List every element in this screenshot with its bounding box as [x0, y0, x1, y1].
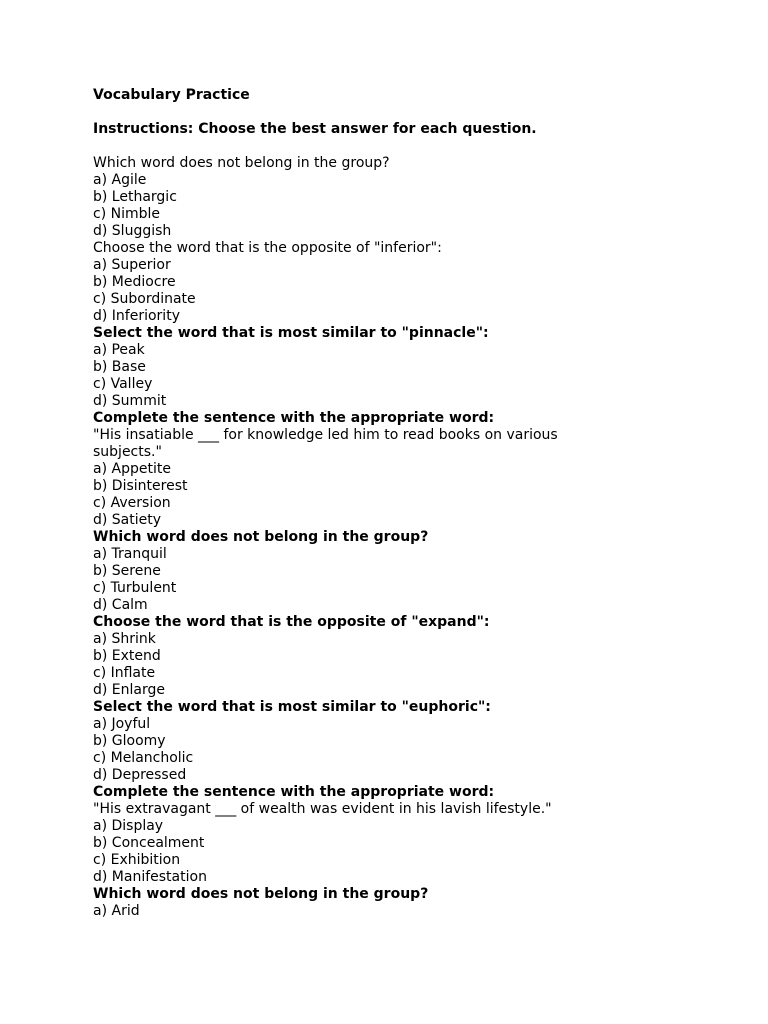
document-page — [93, 87, 733, 920]
question-prompt: Choose the word that is the opposite of "inferior": — [93, 240, 442, 256]
answer-option: d) Manifestation — [93, 869, 207, 885]
question-3 — [93, 325, 733, 410]
answer-option: a) Tranquil — [93, 546, 167, 562]
answer-option: c) Inflate — [93, 665, 156, 681]
answer-option: a) Superior — [93, 257, 171, 273]
question-9 — [93, 886, 733, 920]
answer-option: c) Valley — [93, 376, 153, 392]
answer-option: b) Mediocre — [93, 274, 176, 290]
answer-option: c) Aversion — [93, 495, 171, 511]
answer-option: a) Appetite — [93, 461, 171, 477]
answer-option: b) Extend — [93, 648, 161, 664]
instructions: Instructions: Choose the best answer for each question. — [93, 121, 537, 137]
answer-option: a) Shrink — [93, 631, 156, 647]
question-prompt: Select the word that is most similar to "euphoric": — [93, 699, 491, 715]
question-prompt: Select the word that is most similar to "pinnacle": — [93, 325, 489, 341]
answer-option: c) Nimble — [93, 206, 160, 222]
answer-option: b) Concealment — [93, 835, 205, 851]
answer-option: c) Subordinate — [93, 291, 196, 307]
question-prompt: Which word does not belong in the group? — [93, 886, 429, 902]
question-prompt: Which word does not belong in the group? — [93, 529, 429, 545]
answer-option: b) Lethargic — [93, 189, 177, 205]
answer-option: b) Base — [93, 359, 146, 375]
question-prompt: Complete the sentence with the appropriate word: — [93, 784, 495, 800]
question-prompt: Complete the sentence with the appropriate word: — [93, 410, 495, 426]
answer-option: c) Exhibition — [93, 852, 181, 868]
answer-option: b) Serene — [93, 563, 161, 579]
answer-option: b) Gloomy — [93, 733, 166, 749]
answer-option: a) Agile — [93, 172, 147, 188]
question-sentence: "His extravagant ___ of wealth was evident in his lavish lifestyle." — [93, 801, 552, 817]
answer-option: d) Sluggish — [93, 223, 172, 239]
answer-option: d) Enlarge — [93, 682, 165, 698]
question-6 — [93, 614, 733, 699]
document-title: Vocabulary Practice — [93, 87, 250, 103]
answer-option: d) Satiety — [93, 512, 162, 528]
question-list — [93, 155, 733, 920]
answer-option: d) Depressed — [93, 767, 187, 783]
answer-option: d) Summit — [93, 393, 167, 409]
answer-option: d) Calm — [93, 597, 148, 613]
question-2 — [93, 240, 733, 325]
answer-option: c) Melancholic — [93, 750, 194, 766]
answer-option: c) Turbulent — [93, 580, 177, 596]
question-5 — [93, 529, 733, 614]
question-sentence: "His insatiable ___ for knowledge led him to read books on various subjects." — [93, 427, 558, 460]
answer-option: a) Arid — [93, 903, 140, 919]
question-7 — [93, 699, 733, 784]
question-4 — [93, 410, 733, 529]
question-prompt: Choose the word that is the opposite of "expand": — [93, 614, 490, 630]
answer-option: a) Display — [93, 818, 164, 834]
question-prompt: Which word does not belong in the group? — [93, 155, 390, 171]
answer-option: a) Peak — [93, 342, 145, 358]
question-8 — [93, 784, 733, 886]
question-1 — [93, 155, 733, 240]
answer-option: a) Joyful — [93, 716, 151, 732]
answer-option: d) Inferiority — [93, 308, 180, 324]
answer-option: b) Disinterest — [93, 478, 188, 494]
